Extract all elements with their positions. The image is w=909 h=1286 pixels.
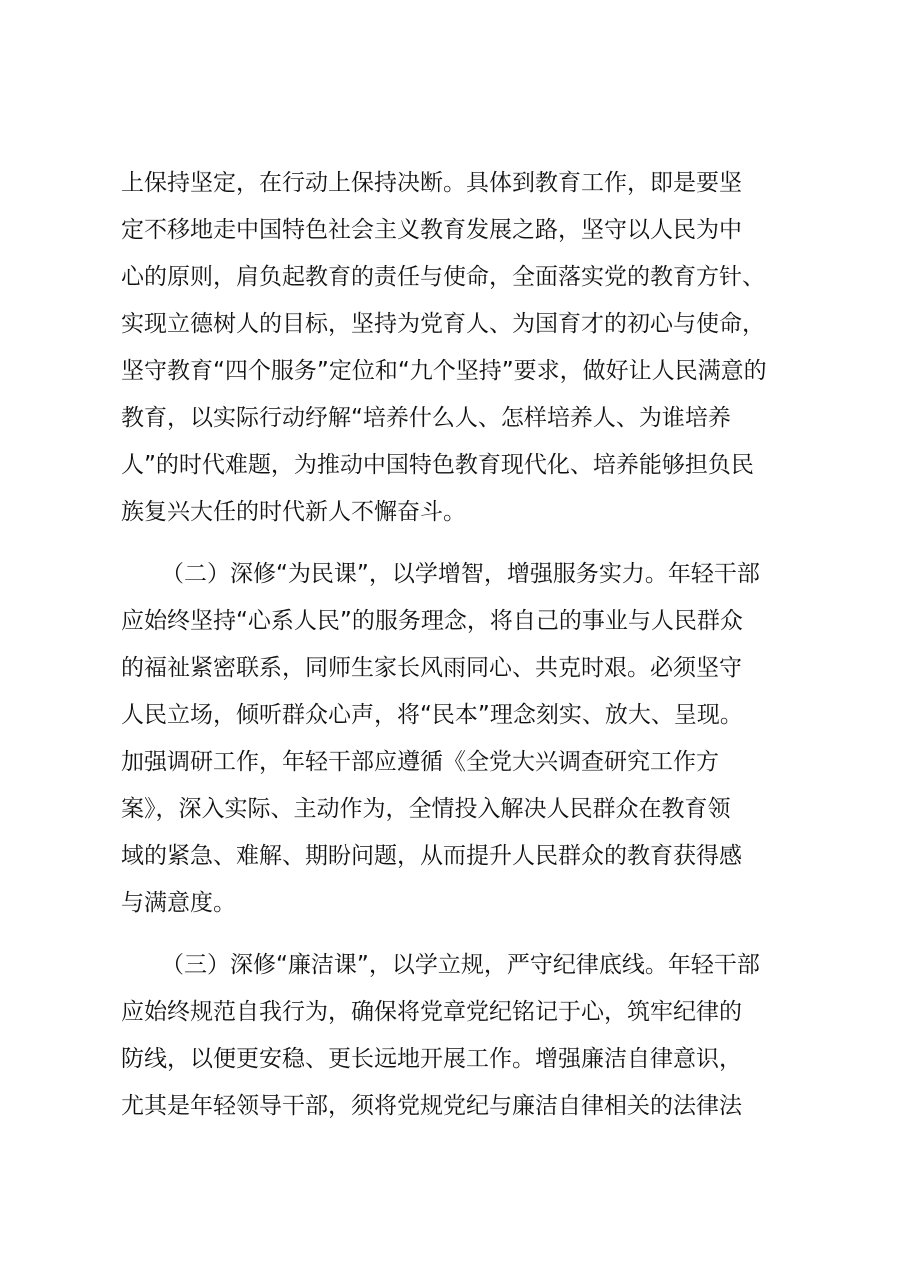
paragraph-heading-line: （三）深修“廉洁课”，以学立规，严守纪律底线。年轻干部 <box>161 952 760 978</box>
text-line: 应始终规范自我行为，确保将党章党纪铭记于心，筑牢纪律的 <box>121 999 742 1025</box>
text-line: 加强调研工作，年轻干部应遵循《全党大兴调查研究工作方 <box>121 749 719 775</box>
text-line: 防线，以便更安稳、更长远地开展工作。增强廉洁自律意识， <box>121 1046 742 1072</box>
text-line: 尤其是年轻领导干部，须将党规党纪与廉洁自律相关的法律法 <box>121 1093 742 1119</box>
text-line: 的福祉紧密联系，同师生家长风雨同心、共克时艰。必须坚守 <box>121 655 742 681</box>
text-line: 人”的时代难题，为推动中国特色教育现代化、培养能够担负民 <box>121 452 754 478</box>
text-line: 族复兴大任的时代新人不懈奋斗。 <box>121 499 466 525</box>
text-line: 案》，深入实际、主动作为，全情投入解决人民群众在教育领 <box>121 796 731 822</box>
text-line: 坚守教育“四个服务”定位和“九个坚持”要求，做好让人民满意的 <box>121 358 767 384</box>
text-line: 定不移地走中国特色社会主义教育发展之路，坚守以人民为中 <box>121 217 742 243</box>
text-line: 上保持坚定，在行动上保持决断。具体到教育工作，即是要坚 <box>121 170 742 196</box>
text-line: 应始终坚持“心系人民”的服务理念，将自己的事业与人民群众 <box>121 608 743 634</box>
text-line: 域的紧急、难解、期盼问题，从而提升人民群众的教育获得感 <box>121 843 742 869</box>
text-line: 实现立德树人的目标，坚持为党育人、为国育才的初心与使命， <box>121 311 765 337</box>
text-line: 与满意度。 <box>121 890 236 916</box>
text-line: 心的原则，肩负起教育的责任与使命，全面落实党的教育方针、 <box>121 264 765 290</box>
text-line: 教育，以实际行动纾解“培养什么人、怎样培养人、为谁培养 <box>121 405 731 431</box>
body-text <box>121 160 809 1130</box>
paragraph-heading-line: （二）深修“为民课”，以学增智，增强服务实力。年轻干部 <box>161 561 760 587</box>
text-line: 人民立场，倾听群众心声，将“民本”理念刻实、放大、呈现。 <box>121 702 743 728</box>
